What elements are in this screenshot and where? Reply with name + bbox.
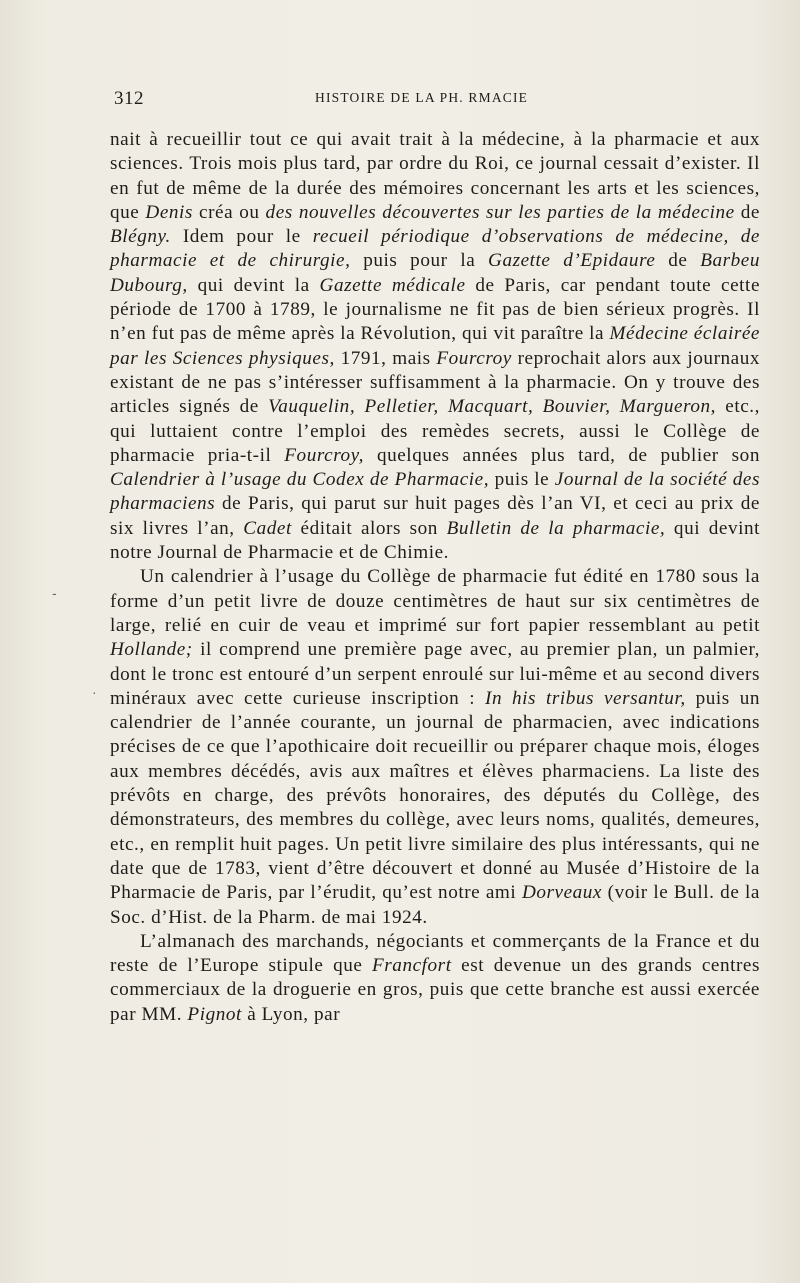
text-run: Un calendrier à l’usage du Collège de pharmacie fut édité en 1780 sous la forme d’un petit livre de douze centimètres de haut sur six centimètres de large, relié en cuir de veau et imprimé sur fort papier ressemblant au petit: [110, 566, 760, 636]
italic-run: Calendrier à l’usage du Codex de Pharmacie,: [110, 469, 490, 491]
italic-run: Fourcroy,: [284, 444, 365, 466]
italic-run: Francfort: [372, 955, 452, 977]
paragraph: [110, 128, 760, 565]
text-run: à Lyon, par: [241, 1003, 341, 1025]
text-run: reprochait alors aux journaux existant de ne pas s’intéresser suffisamment à la pharmacie. On y trouve des articles signés de: [110, 347, 761, 418]
italic-run: Bulletin de la pharmacie,: [446, 517, 666, 539]
italic-run: Journal de la société des pharmaciens: [110, 469, 760, 515]
italic-run: Gazette d’Epidaure: [488, 250, 656, 272]
text-run: puis un calendrier de l’année courante, un journal de pharmacien, avec indications précises de ce que l’apothicaire doit recueillir ou préparer chaque mois, éloges aux membres décédés, avis aux maîtres et élèves pharmaciens. La liste des prévôts en charge, des prévôts honoraires, des députés du Collège, des démonstrateurs, des membres du collège, avec leurs noms, qualités, demeures, etc., en remplit huit pages. Un petit livre similaire des plus intéressants, qui ne date que de 1783, vient d’être découvert et donné au Musée d’Histoire de la Pharmacie de Paris, par l’érudit, qu’est notre ami: [110, 687, 760, 904]
text-run: quelques années plus tard, de publier son: [364, 444, 760, 466]
italic-run: Barbeu Dubourg,: [110, 250, 760, 296]
italic-run: des nouvelles découvertes sur les parties de la médecine: [265, 201, 735, 223]
italic-run: Denis: [145, 201, 193, 223]
page-number: 312: [114, 88, 144, 109]
italic-run: Vauquelin, Pelletier, Macquart, Bouvier, Margueron,: [268, 396, 717, 418]
text-run: L’almanach des marchands, négociants et commerçants de la France et du reste de l’Europe stipule que: [110, 930, 760, 977]
text-run: de: [734, 201, 760, 223]
text-run: il comprend une première page avec, au premier plan, un palmier, dont le tronc est entouré d’un serpent enroulé sur lui-même et au second divers minéraux avec cette curieuse inscription :: [110, 639, 760, 709]
italic-run: Fourcroy: [436, 347, 512, 369]
text-run: créa ou: [192, 201, 266, 223]
italic-run: Dorveaux: [521, 882, 602, 904]
text-run: qui devint la: [187, 274, 320, 296]
text-run: est devenue un des grands centres commerciaux de la droguerie en gros, puis que cette branche est aussi exercée par MM.: [110, 955, 761, 1025]
text-run: Idem pour le: [170, 226, 313, 248]
italic-run: Blégny.: [110, 226, 171, 248]
body-text: [110, 128, 760, 1027]
text-run: etc., qui luttaient contre l’emploi des remèdes secrets, aussi le Collège de pharmacie pria-t-il: [110, 396, 761, 466]
margin-dash: -: [52, 585, 57, 601]
running-title: HISTOIRE DE LA PH. RMACIE: [315, 90, 529, 105]
italic-run: In his tribus versantur,: [485, 687, 686, 709]
running-head: [110, 86, 760, 110]
text-run: de Paris, qui parut sur huit pages dès l’an VI, et ceci au prix de six livres l’an,: [110, 493, 760, 539]
text-run: 1791, mais: [334, 347, 437, 369]
italic-run: Médecine éclairée par les Sciences physiques,: [110, 323, 760, 369]
italic-run: Pignot: [187, 1003, 242, 1025]
text-run: (voir le Bull. de la Soc. d’Hist. de la Pharm. de mai 1924.: [110, 882, 760, 928]
text-run: de Paris, car pendant toute cette période de 1700 à 1789, le journalisme ne fit pas de bien sérieux progrès. Il n’en fut pas de même après la Révolution, qui vit paraître la: [110, 274, 761, 345]
text-run: éditait alors son: [291, 517, 447, 539]
margin-dot: ·: [92, 684, 97, 700]
italic-run: recueil périodique d’observations de médecine, de pharmacie et de chirurgie,: [110, 226, 760, 272]
italic-run: Cadet: [243, 517, 292, 539]
italic-run: Gazette médicale: [319, 274, 466, 296]
text-run: nait à recueillir tout ce qui avait trait à la médecine, à la pharmacie et aux sciences. Trois mois plus tard, par ordre du Roi, ce journal cessait d’exister. Il en fut de même de la durée des mémoires concernant les arts et les sciences, que: [110, 129, 760, 223]
paragraph: [110, 930, 760, 1027]
italic-run: Hollande;: [110, 639, 193, 661]
text-run: puis le: [489, 469, 555, 491]
text-run: puis pour la: [350, 250, 489, 272]
text-run: qui devint notre Journal de Pharmacie et de Chimie.: [110, 517, 760, 564]
text-run: de: [655, 250, 701, 272]
paragraph: [110, 565, 760, 929]
